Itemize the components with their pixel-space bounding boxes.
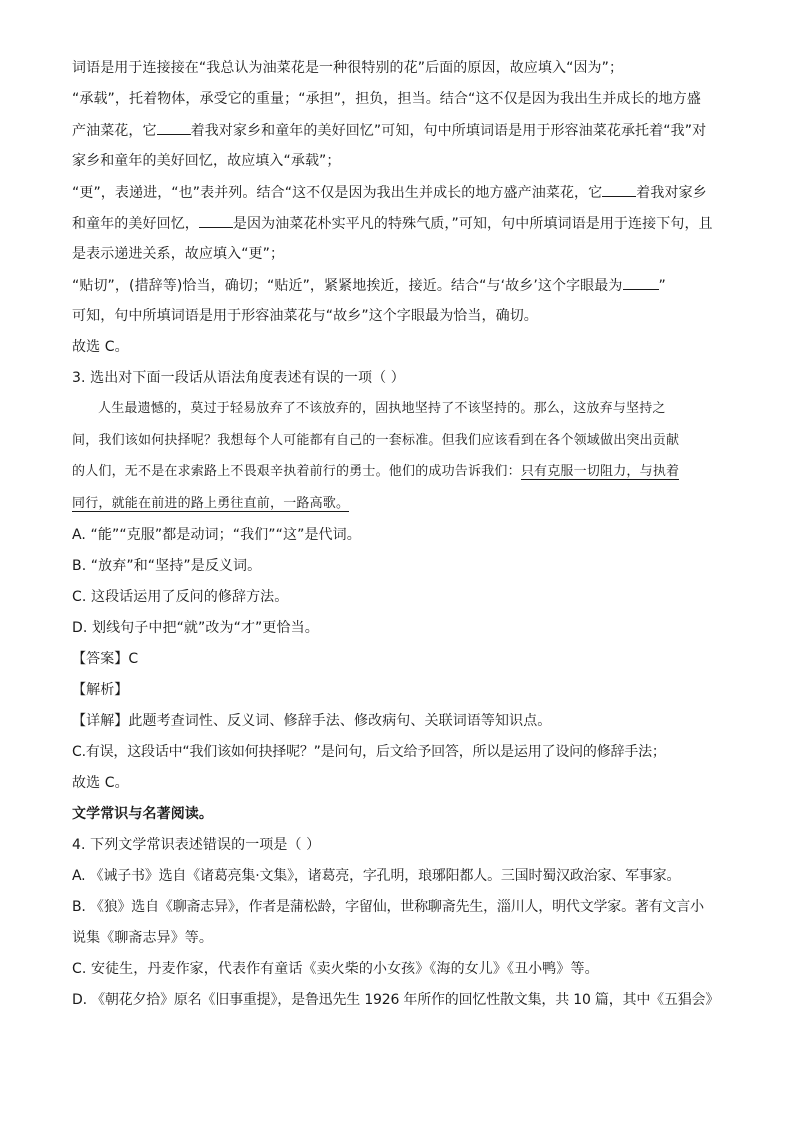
question-stem: 3. 选出对下面一段话从语法角度表述有误的一项（ ） bbox=[72, 370, 405, 386]
option-c: C. 这段话运用了反问的修辞方法。 bbox=[72, 589, 289, 605]
detail-text: 【详解】此题考查词性、反义词、修辞手法、修改病句、关联词语等知识点。 bbox=[72, 713, 552, 729]
fill-blank bbox=[199, 213, 233, 228]
option-b-continued: 说集《聊斋志异》等。 bbox=[72, 930, 213, 946]
document-page bbox=[72, 58, 724, 1021]
passage-line: 间，我们该如何抉择呢？我想每个人可能都有自己的一套标准。但我们应该看到在各个领域做出突出贡献 bbox=[72, 432, 680, 448]
text-line: 故选 C。 bbox=[72, 339, 129, 355]
underlined-sentence: 同行，就能在前进的路上勇往直前，一路高歌。 bbox=[72, 495, 350, 511]
text-line: 可知，句中所填词语是用于形容油菜花与“故乡”这个字眼最为恰当，确切。 bbox=[72, 308, 538, 324]
option-d: D. 划线句子中把“就”改为“才”更恰当。 bbox=[72, 620, 319, 636]
text-line: 家乡和童年的美好回忆，故应填入“承载”； bbox=[72, 153, 341, 169]
answer-label: 【答案】C bbox=[72, 651, 139, 667]
fill-blank bbox=[623, 275, 659, 290]
passage-line: 人生最遗憾的，莫过于轻易放弃了不该放弃的，固执地坚持了不该坚持的。那么，这放弃与坚持之 bbox=[98, 401, 666, 416]
reading-passage bbox=[72, 399, 724, 525]
option-b: B. “放弃”和“坚持”是反义词。 bbox=[72, 558, 262, 574]
option-b: B. 《狼》选自《聊斋志异》，作者是蒲松龄，字留仙，世称聊斋先生，淄川人，明代文学家。著有文言小 bbox=[72, 899, 704, 915]
text-line: 产油菜花，它 着我对家乡和童年的美好回忆”可知，句中所填词语是用于形容油菜花承托着“我”对 bbox=[72, 120, 724, 151]
analysis-label: 【解析】 bbox=[72, 682, 129, 698]
text-line: 和童年的美好回忆， 是因为油菜花朴实平凡的特殊气质，”可知，句中所填词语是用于连接下句，且 bbox=[72, 213, 724, 244]
section-heading: 文学常识与名著阅读。 bbox=[72, 806, 213, 822]
underlined-sentence: 只有克服一切阻力，与执着 bbox=[520, 464, 680, 479]
option-d: D. 《朝花夕拾》原名《旧事重提》，是鲁迅先生 1926 年所作的回忆性散文集，共 10 篇，其中《五猖会》 bbox=[72, 992, 720, 1008]
text-line: 是表示递进关系，故应填入“更”； bbox=[72, 246, 285, 262]
text-line: 词语是用于连接接在“我总认为油菜花是一种很特别的花”后面的原因，故应填入“因为”； bbox=[72, 60, 624, 76]
text-line: “承载”，托着物体，承受它的重量；“承担”，担负，担当。结合“这不仅是因为我出生并成长的地方盛 bbox=[72, 91, 701, 107]
option-a: A. 《诫子书》选自《诸葛亮集·文集》，诸葛亮，字孔明，琅琊阳都人。三国时蜀汉政治家、军事家。 bbox=[72, 868, 681, 884]
text-line: “贴切”，(措辞等)恰当，确切；“贴近”，紧紧地挨近，接近。结合“与‘故乡’这个字眼最为 ” bbox=[72, 275, 724, 306]
option-a: A. “能”“克服”都是动词；“我们”“这”是代词。 bbox=[72, 527, 361, 543]
option-c: C. 安徒生，丹麦作家，代表作有童话《卖火柴的小女孩》《海的女儿》《丑小鸭》等。 bbox=[72, 961, 599, 977]
text-line: “更”，表递进，“也”表并列。结合“这不仅是因为我出生并成长的地方盛产油菜花，它 着我对家乡 bbox=[72, 182, 724, 213]
fill-blank bbox=[157, 120, 191, 135]
passage-line: 的人们，无不是在求索路上不畏艰辛执着前行的勇士。他们的成功告诉我们：只有克服一切阻力，与执着 bbox=[72, 464, 680, 479]
detail-text: C.有误，这段话中“我们该如何抉择呢？”是问句，后文给予回答，所以是运用了设问的修辞手法； bbox=[72, 744, 666, 760]
passage-line bbox=[72, 494, 724, 526]
conclusion-text: 故选 C。 bbox=[72, 775, 129, 791]
fill-blank bbox=[602, 182, 636, 197]
question-stem: 4. 下列文学常识表述错误的一项是（ ） bbox=[72, 837, 321, 853]
